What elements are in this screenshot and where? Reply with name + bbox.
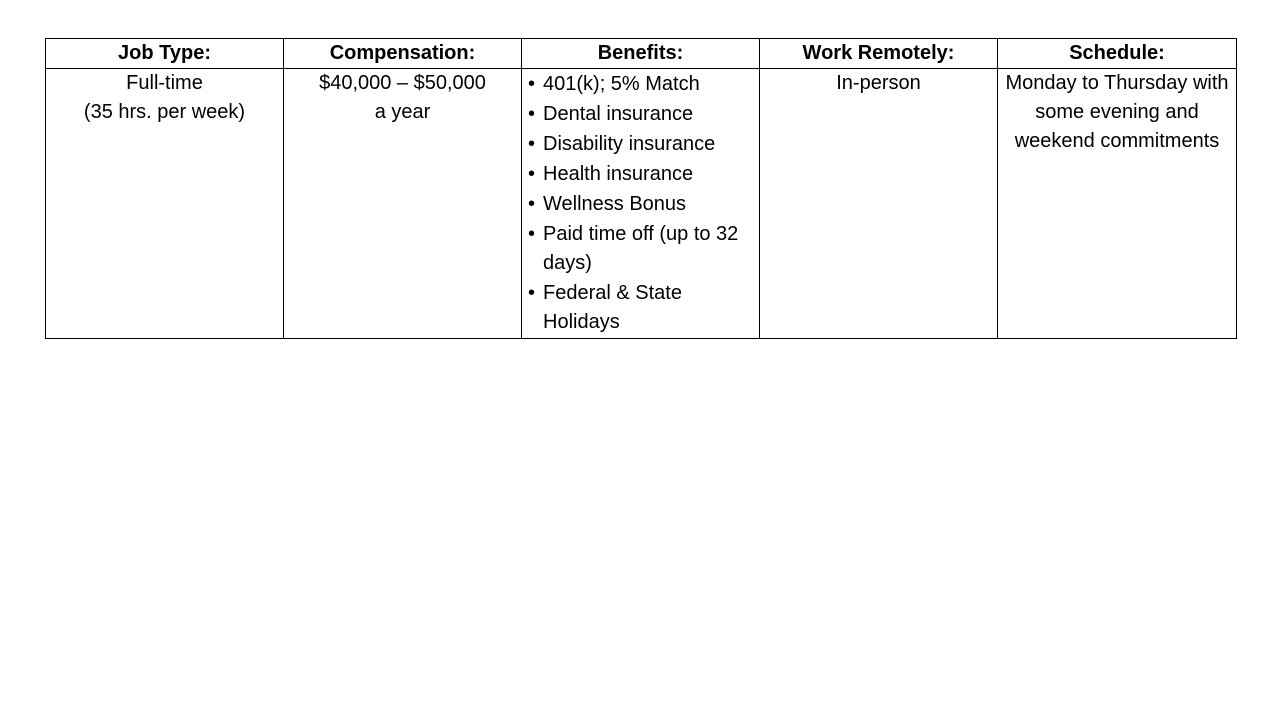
compensation-range: $40,000 – $50,000 (319, 72, 486, 94)
benefit-item: • Disability insurance (528, 130, 755, 159)
header-work-remotely: Work Remotely: (760, 39, 998, 69)
header-benefits: Benefits: (522, 39, 760, 69)
work-remotely-cell: In-person (760, 69, 998, 339)
job-type-cell (46, 69, 284, 339)
header-compensation: Compensation: (284, 39, 522, 69)
job-type-value: Full-time (126, 72, 203, 94)
benefit-item: • Federal & State Holidays (528, 279, 755, 337)
header-job-type: Job Type: (46, 39, 284, 69)
benefit-item: • 401(k); 5% Match (528, 70, 755, 99)
job-type-hours: (35 hrs. per week) (83, 101, 246, 123)
schedule-cell: Monday to Thursday with some evening and weekend commitments (998, 69, 1237, 339)
benefit-item: • Dental insurance (528, 100, 755, 129)
benefit-item: • Health insurance (528, 160, 755, 189)
compensation-cell (284, 69, 522, 339)
details-row (46, 69, 1237, 339)
job-details-table (45, 38, 1237, 339)
benefits-cell (522, 69, 760, 339)
benefits-list (528, 70, 755, 337)
compensation-period: a year (374, 101, 431, 123)
header-schedule: Schedule: (998, 39, 1237, 69)
benefit-item: • Wellness Bonus (528, 190, 755, 219)
header-row (46, 39, 1237, 69)
benefit-item: • Paid time off (up to 32 days) (528, 220, 755, 278)
